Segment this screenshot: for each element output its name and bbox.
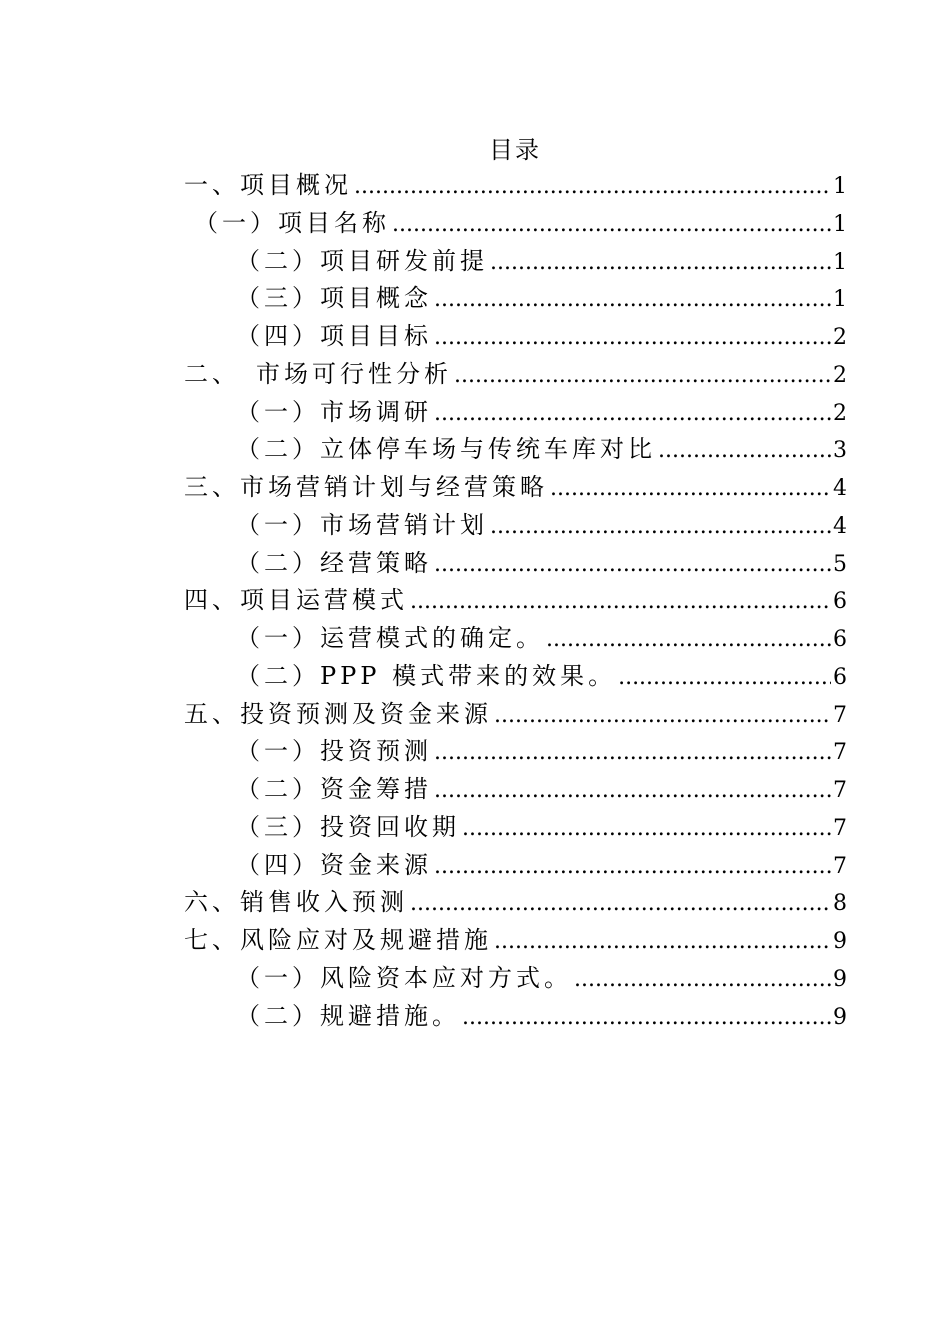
toc-entry[interactable] [184,356,847,394]
toc-entry[interactable] [184,809,847,847]
toc-entry-label: （三）项目概念 [236,284,432,313]
toc-entry[interactable] [184,167,847,205]
toc-dot-leader [434,546,831,584]
toc-dot-leader [410,885,831,923]
toc-entry-label: （三）投资回收期 [236,812,460,841]
toc-dot-leader [434,319,831,357]
toc-entry[interactable] [184,998,847,1036]
toc-dot-leader [434,848,831,886]
toc-dot-leader [392,206,831,244]
toc-entry-label: （二）经营策略 [236,548,432,577]
toc-entry[interactable] [184,394,847,432]
toc-entry-page-number: 6 [833,627,847,652]
toc-dot-leader [490,244,831,282]
toc-entry[interactable] [184,733,847,771]
toc-dot-leader [354,168,831,206]
toc-entry-page-number: 6 [833,664,847,690]
toc-entry-label: （二）立体停车场与传统车库对比 [236,435,656,464]
toc-entry-page-number: 7 [833,740,847,766]
toc-entry[interactable] [184,620,847,658]
toc-entry-label: 五、投资预测及资金来源 [184,699,492,728]
toc-entry-page-number: 9 [833,966,847,992]
toc-entry-page-number: 9 [833,929,847,954]
toc-entry-page-number: 7 [833,815,847,841]
toc-entry-label: （二）项目研发前提 [236,246,488,275]
toc-entry-label: （四）资金来源 [236,850,432,879]
toc-dot-leader [462,810,831,848]
toc-entry-label: （一）市场调研 [236,397,432,426]
toc-entry[interactable] [184,545,847,583]
toc-dot-leader [618,659,831,697]
toc-entry-label: （二）资金筹措 [236,775,432,803]
toc-entry-label: 二、 市场可行性分析 [184,359,452,388]
toc-dot-leader [550,470,831,508]
toc-entry-page-number: 6 [833,589,847,615]
toc-dot-leader [490,508,831,546]
toc-entry[interactable] [184,431,847,469]
toc-entry[interactable] [184,469,847,507]
toc-entry-label: （一）运营模式的确定。 [236,624,544,652]
toc-entry-page-number: 2 [833,400,847,426]
toc-dot-leader [434,772,831,810]
toc-entry-page-number: 8 [833,891,847,917]
toc-entry-page-number: 7 [833,702,847,728]
toc-entry[interactable] [184,243,847,281]
toc-entry-page-number: 5 [833,551,847,577]
toc-entry[interactable] [184,771,847,809]
toc-entry[interactable] [184,507,847,545]
toc-dot-leader [434,395,831,433]
toc-entry-page-number: 4 [833,476,847,501]
toc-dot-leader [574,961,831,999]
toc-entry-label: （一）风险资本应对方式。 [236,963,572,992]
toc-dot-leader [462,999,831,1037]
toc-entry-label: 一、项目概况 [184,171,352,199]
toc-entry-label: （一）项目名称 [194,208,390,237]
toc-entry-page-number: 1 [833,249,847,275]
toc-entry-page-number: 2 [833,362,847,388]
toc-entry-label: 七、风险应对及规避措施 [184,926,492,954]
toc-entry-label: 四、项目运营模式 [184,586,408,615]
toc-entry[interactable] [184,847,847,885]
toc-dot-leader [434,281,831,319]
toc-entry-label: （二）规避措施。 [236,1001,460,1030]
toc-entry-label: （二）PPP 模式带来的效果。 [236,661,617,690]
toc-entry-page-number: 9 [833,1004,847,1030]
toc-entry-label: （一）投资预测 [236,737,432,766]
toc-entry[interactable] [184,884,847,922]
toc-dot-leader [546,621,831,659]
toc-entry-page-number: 2 [833,325,847,350]
toc-entry-page-number: 7 [833,853,847,879]
toc-entry-page-number: 1 [833,211,847,237]
toc-title: 目录 [489,136,541,164]
toc-dot-leader [410,583,831,621]
toc-entry-label: （四）项目目标 [236,322,432,350]
toc-entry-label: 三、市场营销计划与经营策略 [184,473,548,501]
toc-entry[interactable] [184,922,847,960]
toc-entry[interactable] [184,658,847,696]
toc-entry-page-number: 1 [833,287,847,313]
toc-dot-leader [494,697,831,735]
toc-dot-leader [434,734,831,772]
toc-dot-leader [658,432,831,470]
toc-entry[interactable] [184,696,847,734]
toc-entry-page-number: 7 [833,778,847,803]
toc-entry[interactable] [184,582,847,620]
toc-entry[interactable] [184,960,847,998]
toc-entry[interactable] [184,205,847,243]
toc-entry-page-number: 1 [833,174,847,199]
toc-entry-page-number: 3 [833,438,847,464]
toc-entry-page-number: 4 [833,513,847,539]
toc-entry[interactable] [184,318,847,356]
toc-entry-label: （一）市场营销计划 [236,510,488,539]
toc-list [184,167,847,1035]
toc-entry[interactable] [184,280,847,318]
toc-dot-leader [454,357,831,395]
toc-dot-leader [494,923,831,961]
toc-entry-label: 六、销售收入预测 [184,888,408,917]
